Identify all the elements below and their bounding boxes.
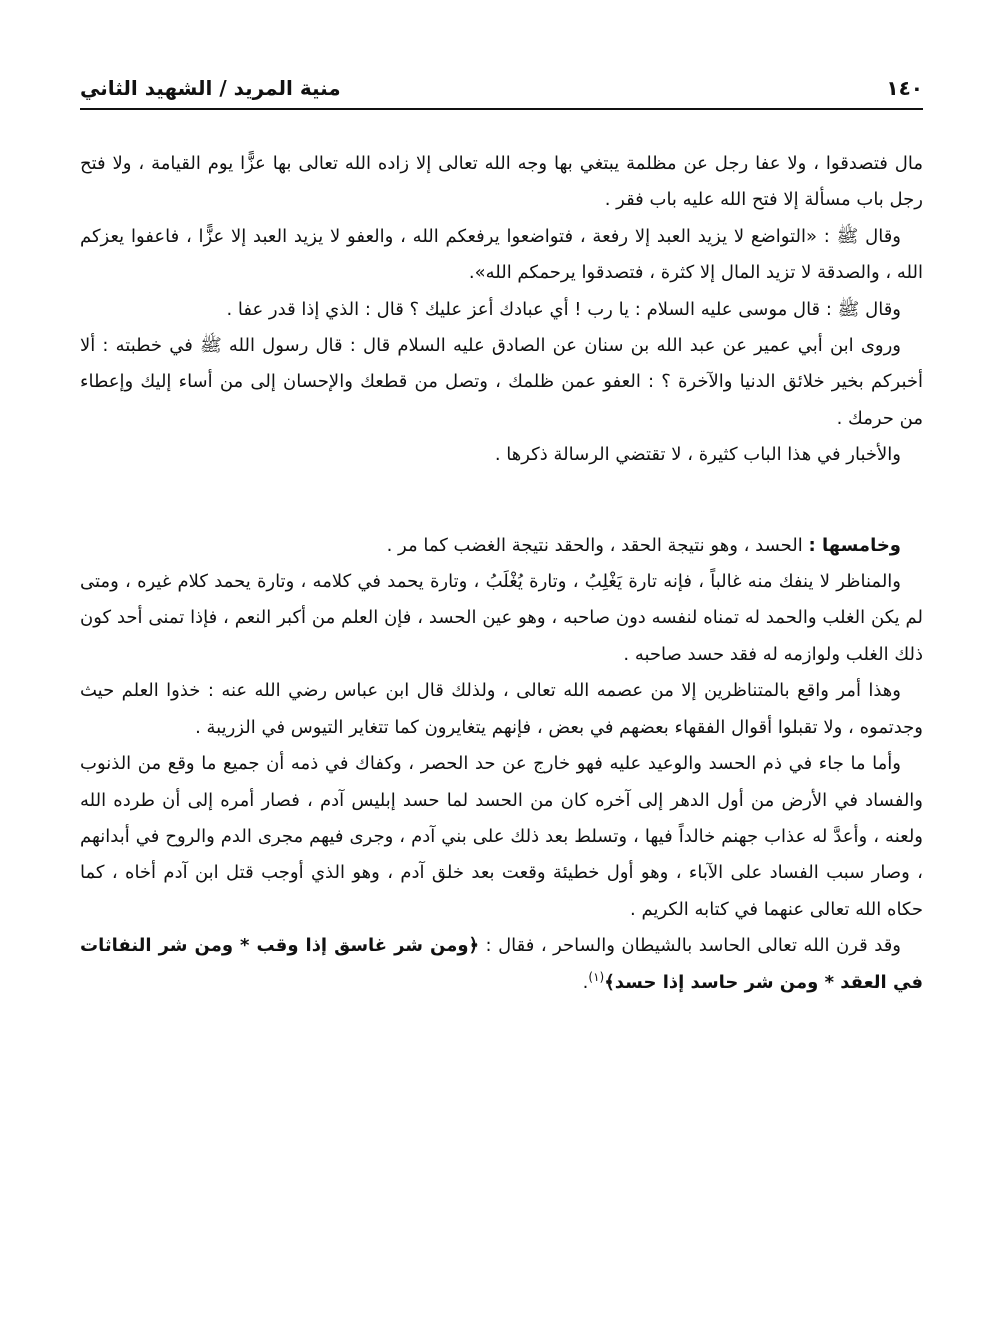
page-header bbox=[80, 70, 923, 110]
page-number: ١٤٠ bbox=[886, 76, 923, 100]
running-title: منية المريد / الشهيد الثاني bbox=[80, 76, 341, 100]
paragraph-text: الحسد ، وهو نتيجة الحقد ، والحقد نتيجة الغضب كما مر . bbox=[386, 534, 803, 556]
footnote-marker: (١) bbox=[588, 969, 605, 984]
paragraph: وقال ﷺ : قال موسى عليه السلام : يا رب ! أي عبادك أعز عليك ؟ قال : الذي إذا قدر عفا . bbox=[226, 298, 901, 320]
paragraph: وأما ما جاء في ذم الحسد والوعيد عليه فهو خارج عن حد الحصر ، وكفاك في ذمه أن جميع ما وقع من الذنوب والفساد في الأرض من أول الدهر إلى آخره كان من الحسد لما حسد إبليس آدم ، فصار أمره إلى أن طرده الله ولعنه ، وأعدَّ له عذاب جهنم خالداً فيها ، وتسلط بعد ذلك على بني آدم ، وجرى فيهم مجرى الدم والروح في أبدانهم ، وصار سبب الفساد على الآباء ، وهو أول خطيئة وقعت بعد خلق آدم ، وهو الذي أوجب قتل ابن آدم أخاه ، كما حكاه الله تعالى عنهما في كتابه الكريم . bbox=[80, 753, 923, 920]
paragraph bbox=[80, 928, 923, 1001]
paragraph: والأخبار في هذا الباب كثيرة ، لا تقتضي الرسالة ذكرها . bbox=[494, 444, 901, 466]
section-lead: وخامسها : bbox=[808, 534, 901, 556]
page-body bbox=[80, 146, 923, 1001]
paragraph: وروى ابن أبي عمير عن عبد الله بن سنان عن الصادق عليه السلام قال : قال رسول الله ﷺ في خطبته : ألا أخبركم بخير خلائق الدنيا والآخرة ؟ : العفو عمن ظلمك ، وتصل من قطعك والإحسان إلى من أساء إليك وإعطاء من حرمك . bbox=[80, 335, 923, 429]
paragraph: والمناظر لا ينفك منه غالباً ، فإنه تارة يَغْلِبُ ، وتارة يُغْلَبُ ، وتارة يحمد في كلامه ، وتارة يحمد كلام غيره ، ومتى لم يكن الغلب والحمد له تمناه لنفسه دون صاحبه ، وهو عين الحسد ، فإن العلم من أكبر النعم ، فإذا تمنى أحد كون ذلك الغلب ولوازمه له فقد حسد صاحبه . bbox=[80, 571, 923, 665]
paragraph bbox=[80, 528, 923, 564]
paragraph: وقال ﷺ : «التواضع لا يزيد العبد إلا رفعة ، فتواضعوا يرفعكم الله ، والعفو لا يزيد العبد إلا عزًّا ، فاعفوا يعزكم الله ، والصدقة لا تزيد المال إلا كثرة ، فتصدقوا يرحمكم الله». bbox=[80, 225, 923, 284]
paragraph: وهذا أمر واقع بالمتناظرين إلا من عصمه الله تعالى ، ولذلك قال ابن عباس رضي الله عنه : خذوا العلم حيث وجدتموه ، ولا تقبلوا أقوال الفقهاء بعضهم في بعض ، فإنهم يتغايرون كما تتغاير التيوس في الزريبة . bbox=[80, 680, 923, 738]
paragraph-text: وقد قرن الله تعالى الحاسد بالشيطان والساحر ، فقال : bbox=[479, 935, 901, 957]
quran-quote: ﴿ومن شر غاسق إذا وقب * ومن شر النفاثات في العقد * ومن شر حاسد إذا حسد﴾ bbox=[80, 935, 923, 993]
paragraph: مال فتصدقوا ، ولا عفا رجل عن مظلمة يبتغي بها وجه الله تعالى إلا زاده الله تعالى بها عزًّا يوم القيامة ، ولا فتح رجل باب مسألة إلا فتح الله عليه باب فقر . bbox=[80, 153, 923, 211]
final-period: . bbox=[582, 971, 589, 993]
